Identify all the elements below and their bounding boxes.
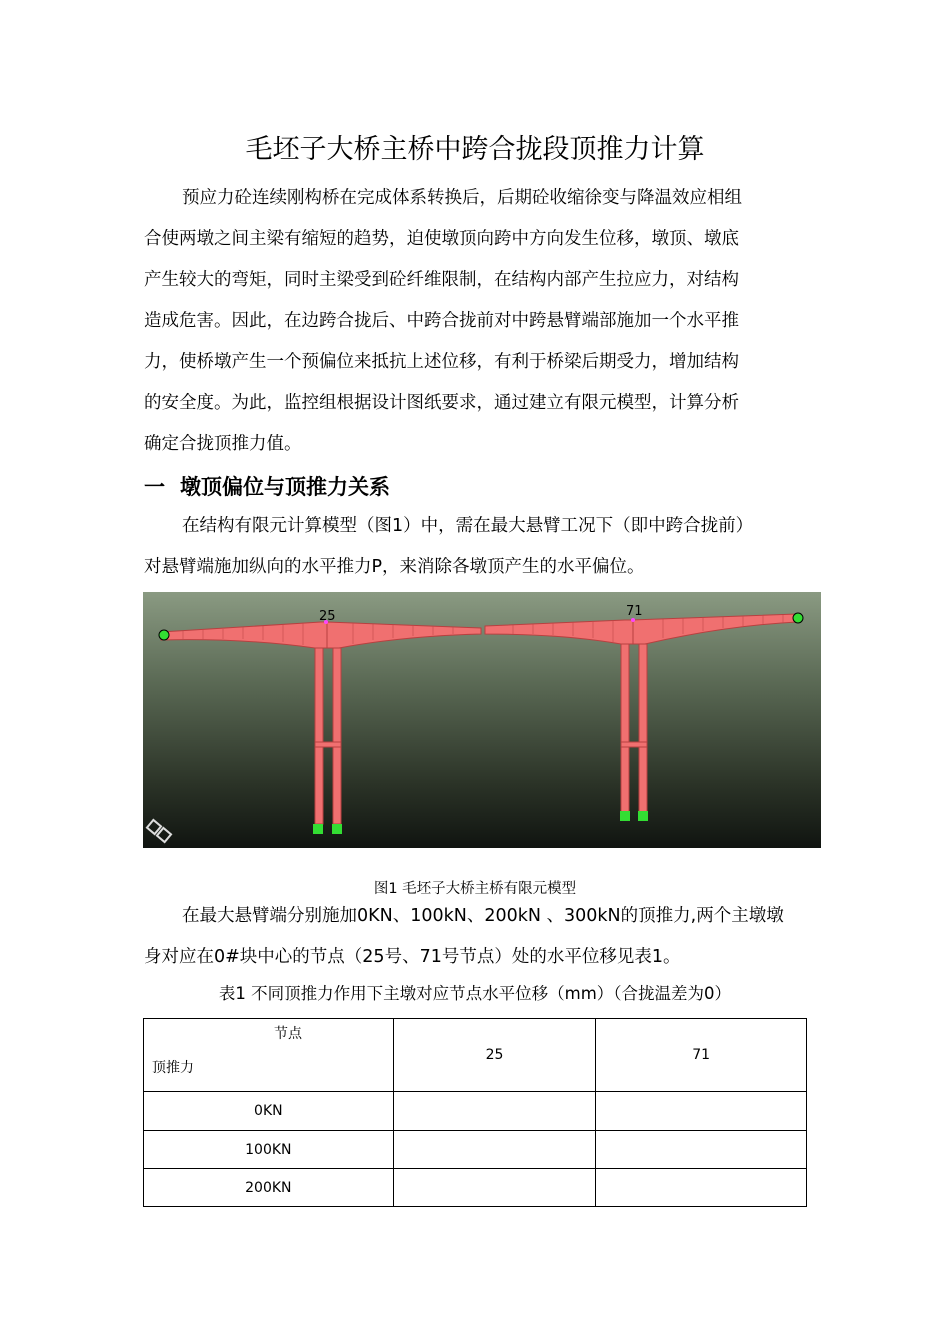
row-label: 0KN — [144, 1092, 394, 1131]
table-row — [144, 1131, 807, 1169]
table-cell — [393, 1169, 596, 1207]
right-girder-left-arm — [485, 620, 633, 644]
column-header-71: 71 — [596, 1019, 807, 1092]
displacement-table — [143, 1018, 807, 1207]
bridge-model-drawing — [143, 592, 821, 848]
page-title: 毛坯子大桥主桥中跨合拢段顶推力计算 — [245, 134, 705, 165]
left-pier-column-a — [315, 648, 323, 824]
right-pier-column-b — [639, 644, 647, 816]
right-end-support — [793, 613, 803, 623]
right-girder-right-arm — [633, 614, 797, 644]
row-label: 200KN — [144, 1169, 394, 1207]
table-cell — [393, 1131, 596, 1169]
section-heading — [144, 468, 390, 506]
header-force-label: 顶推力 — [152, 1060, 194, 1076]
section1-paragraph: 在结构有限元计算模型（图1）中，需在最大悬臂工况下（即中跨合拢前） 对悬臂端施加纵向的水平推力P，来消除各墩顶产生的水平偏位。 — [144, 516, 754, 577]
node-label-71: 71 — [626, 604, 643, 619]
row-label: 100KN — [144, 1131, 394, 1169]
figure-caption: 图1 毛坯子大桥主桥有限元模型 — [373, 881, 577, 897]
header-node-label: 节点 — [274, 1026, 302, 1042]
paragraph-2: 在最大悬臂端分别施加0KN、100kN、200kN 、300kN的顶推力,两个主墩墩 身对应在0#块中心的节点（25号、71号节点）处的水平位移见表1。 — [144, 906, 784, 967]
table-cell — [596, 1092, 807, 1131]
left-pier-support-b — [332, 824, 342, 834]
right-pier-support-a — [620, 811, 630, 821]
left-girder — [161, 622, 327, 648]
left-end-support — [159, 630, 169, 640]
diagonal-header-cell — [144, 1019, 394, 1092]
left-girder-right-arm — [327, 622, 481, 648]
table-row — [144, 1092, 807, 1131]
table-row — [144, 1169, 807, 1207]
table-caption: 表1 不同顶推力作用下主墩对应节点水平位移（mm）（合拢温差为0） — [218, 984, 732, 1003]
intro-paragraph: 预应力砼连续刚构桥在完成体系转换后，后期砼收缩徐变与降温效应相组 合使两墩之间主梁有缩短的趋势，迫使墩顶向跨中方向发生位移，墩顶、墩底 产生较大的弯矩，同时主梁受到砼纤维限制，在结构内部产生拉应力，对结构 造成危害。因此，在边跨合拢后、中跨合拢前对中跨悬臂端部施加一个水平推 力，使桥墩产生一个预偏位来抵抗上述位移，有利于桥梁后期受力，增加结构 的安全度。为此，监控组根据设计图纸要求，通过建立有限元模型，计算分析 确定合拢顶推力值。 — [144, 188, 742, 454]
section-number: 一 — [144, 475, 165, 499]
table-header-row — [144, 1019, 807, 1092]
right-pier-support-b — [638, 811, 648, 821]
section-title: 墩顶偏位与顶推力关系 — [180, 475, 390, 499]
table-cell — [596, 1169, 807, 1207]
left-pier-support-a — [313, 824, 323, 834]
axis-icon — [147, 820, 171, 842]
table-cell — [393, 1092, 596, 1131]
right-pier-column-a — [621, 644, 629, 816]
right-pier-tie-beam — [621, 742, 647, 747]
table-cell — [596, 1131, 807, 1169]
node-label-25: 25 — [319, 609, 336, 624]
left-pier-column-b — [333, 648, 341, 824]
left-pier-tie-beam — [315, 742, 341, 747]
fem-model-figure — [143, 592, 821, 848]
column-header-25: 25 — [393, 1019, 596, 1092]
